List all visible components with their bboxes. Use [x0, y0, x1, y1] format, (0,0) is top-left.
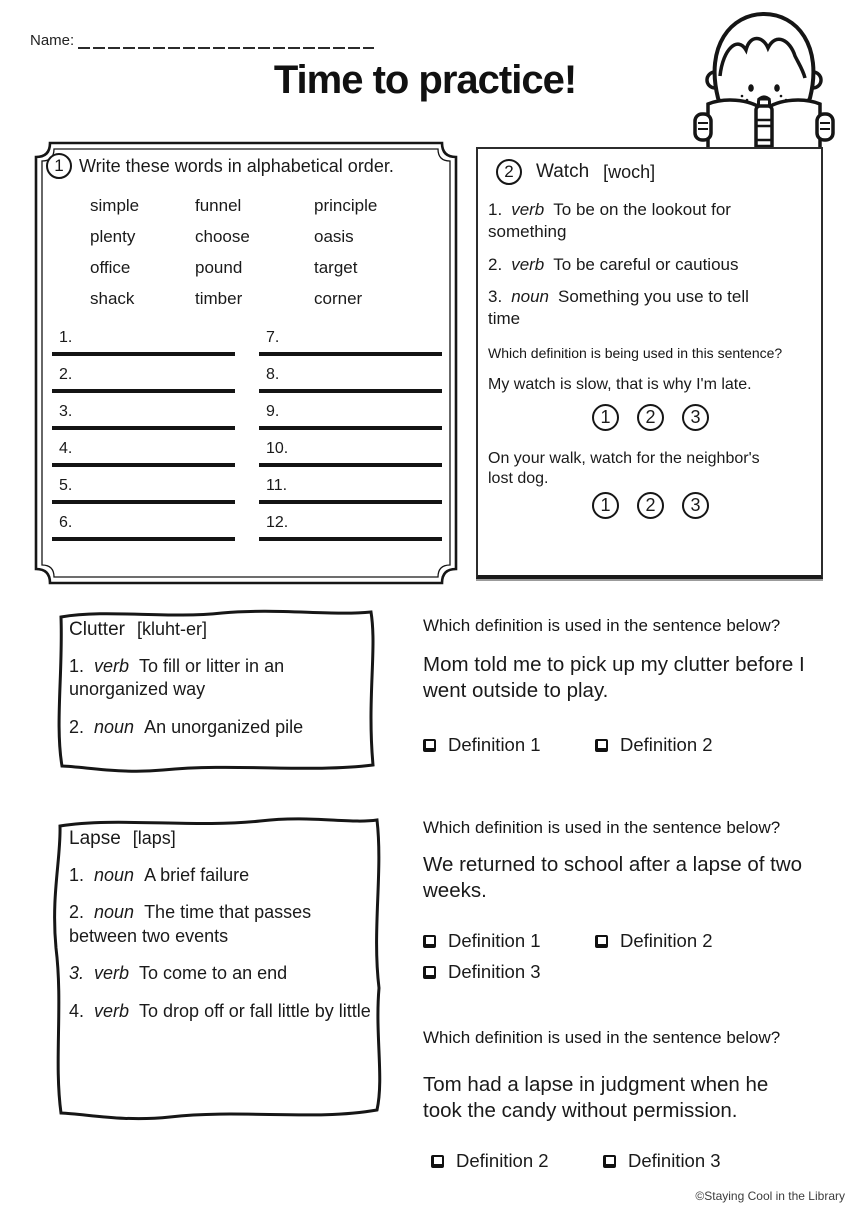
- blank-row: [259, 402, 442, 439]
- definition-item: [488, 286, 783, 330]
- child-reading-book-icon: [693, 6, 835, 164]
- definition-item: [488, 199, 783, 243]
- name-label: Name:: [30, 32, 75, 49]
- option-label: Definition 2: [620, 930, 713, 952]
- blank-column-right: [259, 328, 442, 550]
- blank-number: 5.: [59, 477, 73, 494]
- watch-header: [496, 159, 813, 185]
- option-definition-2: [595, 930, 713, 952]
- definition-number: 2.: [488, 254, 503, 274]
- part-of-speech: noun: [94, 716, 135, 737]
- sentence-text: Mom told me to pick up my clutter before I went outside to play.: [423, 653, 805, 703]
- clutter-definition-box: [47, 603, 379, 779]
- blank-row: [52, 513, 235, 550]
- blank-number: 9.: [266, 403, 280, 420]
- answer-line[interactable]: [52, 352, 235, 356]
- answer-line[interactable]: [52, 389, 235, 393]
- definition-number: 1.: [69, 656, 85, 676]
- question-text: Which definition is used in the sentence below?: [423, 616, 781, 635]
- blank-row: [259, 365, 442, 402]
- option-definition-1: [423, 734, 595, 756]
- answer-line[interactable]: [52, 426, 235, 430]
- option-label: Definition 1: [448, 734, 541, 756]
- part-of-speech: noun: [94, 902, 135, 923]
- blank-row: [52, 365, 235, 402]
- name-answer-line[interactable]: [78, 32, 374, 49]
- definition-text: The time that passes between two events: [69, 902, 312, 946]
- word-item: shack: [90, 289, 135, 308]
- blank-row: [52, 476, 235, 513]
- definition-text: An unorganized pile: [144, 716, 304, 737]
- word-item: plenty: [90, 227, 136, 246]
- word-item: timber: [195, 289, 243, 308]
- choice-circle-3[interactable]: 3: [682, 404, 709, 431]
- answer-line[interactable]: [259, 352, 442, 356]
- watch-pronunciation: [woch]: [603, 161, 656, 182]
- options-grid: [423, 930, 847, 983]
- part-of-speech: verb: [94, 656, 130, 676]
- definition-item: [69, 1000, 371, 1023]
- answer-line[interactable]: [259, 500, 442, 504]
- answer-line[interactable]: [52, 500, 235, 504]
- answer-line[interactable]: [259, 537, 442, 541]
- blank-number: 4.: [59, 440, 73, 457]
- choice-row-2: [488, 492, 813, 519]
- definition-number: 4.: [69, 1000, 85, 1021]
- section1-prompt: Write these words in alphabetical order.: [79, 155, 394, 176]
- definition-text: Something you use to tell time: [488, 287, 749, 328]
- part-of-speech: noun: [511, 287, 550, 307]
- definition-item: [69, 655, 363, 702]
- answer-line[interactable]: [259, 426, 442, 430]
- options-row: [423, 1150, 847, 1172]
- definition-number: 3.: [488, 287, 503, 307]
- blank-row: [259, 439, 442, 476]
- option-label: Definition 2: [620, 734, 713, 756]
- watch-word: Watch: [536, 161, 590, 182]
- lapse-header: [69, 828, 371, 850]
- checkbox[interactable]: [595, 935, 608, 948]
- word-item: funnel: [195, 196, 242, 215]
- blank-row: [259, 476, 442, 513]
- answer-blanks: [52, 328, 442, 550]
- option-definition-2: [431, 1150, 603, 1172]
- option-definition-3: [423, 961, 595, 983]
- definition-text: To be careful or cautious: [553, 254, 739, 274]
- definition-number: 2.: [69, 902, 85, 923]
- blank-number: 11.: [266, 477, 288, 494]
- checkbox[interactable]: [423, 935, 436, 948]
- blank-row: [259, 513, 442, 550]
- clutter-pronunciation: [kluht-er]: [136, 619, 207, 639]
- choice-circle-3[interactable]: 3: [682, 492, 709, 519]
- section-alphabetical-order: [33, 140, 459, 586]
- blank-number: 8.: [266, 366, 280, 383]
- option-label: Definition 3: [628, 1150, 721, 1172]
- part-of-speech: verb: [511, 254, 545, 274]
- word-item: principle: [314, 196, 378, 215]
- definition-text: To drop off or fall little by little: [139, 1000, 371, 1021]
- part-of-speech: noun: [94, 865, 135, 885]
- checkbox[interactable]: [595, 739, 608, 752]
- word-item: oasis: [314, 227, 354, 246]
- lapse-question-block-2: [423, 1028, 847, 1172]
- option-label: Definition 1: [448, 930, 541, 952]
- part-of-speech: verb: [94, 1000, 130, 1021]
- choice-circle-1[interactable]: 1: [592, 492, 619, 519]
- section-watch: [476, 147, 823, 579]
- copyright-credit: ©Staying Cool in the Library: [695, 1189, 845, 1203]
- option-label: Definition 2: [456, 1150, 549, 1172]
- answer-line[interactable]: [259, 463, 442, 467]
- page-title: Time to practice!: [273, 58, 577, 102]
- question-text: Which definition is used in the sentence below?: [423, 818, 781, 837]
- checkbox[interactable]: [431, 1155, 444, 1168]
- definition-item: [69, 962, 371, 985]
- watch-sentence-2: On your walk, watch for the neighbor's lost dog.: [488, 449, 760, 488]
- blank-row: [52, 439, 235, 476]
- answer-line[interactable]: [259, 389, 442, 393]
- clutter-header: [69, 619, 363, 641]
- option-definition-2: [595, 734, 713, 756]
- lapse-question-block-1: [423, 818, 847, 983]
- blank-number: 2.: [59, 366, 73, 383]
- checkbox[interactable]: [423, 739, 436, 752]
- definition-item: [69, 864, 371, 887]
- blank-row: [52, 402, 235, 439]
- definition-item: [488, 254, 813, 276]
- word-item: target: [314, 258, 358, 277]
- watch-question: Which definition is being used in this sentence?: [488, 344, 783, 361]
- sentence-text: Tom had a lapse in judgment when he took the candy without permission.: [423, 1073, 769, 1123]
- lapse-pronunciation: [laps]: [132, 828, 176, 848]
- choice-row-1: [488, 404, 813, 431]
- section1-number-badge: 1: [46, 153, 72, 179]
- blank-number: 7.: [266, 329, 280, 346]
- word-item: corner: [314, 289, 363, 308]
- part-of-speech: verb: [511, 200, 545, 219]
- option-definition-1: [423, 930, 595, 952]
- option-label: Definition 3: [448, 961, 541, 983]
- blank-column-left: [52, 328, 235, 550]
- blank-number: 3.: [59, 403, 73, 420]
- sentence-text: We returned to school after a lapse of two weeks.: [423, 853, 803, 903]
- name-row: [30, 32, 374, 49]
- blank-row: [259, 328, 442, 365]
- choice-circle-2[interactable]: 2: [637, 492, 664, 519]
- definition-item: [69, 716, 363, 739]
- clutter-question-block: [423, 616, 847, 756]
- answer-line[interactable]: [52, 537, 235, 541]
- lapse-word: Lapse: [69, 828, 121, 849]
- word-item: office: [90, 258, 131, 277]
- options-row: [423, 734, 847, 756]
- word-item: simple: [90, 196, 140, 215]
- watch-sentence-1: My watch is slow, that is why I'm late.: [488, 375, 752, 393]
- choice-circle-2[interactable]: 2: [637, 404, 664, 431]
- lapse-definition-box: [45, 810, 389, 1126]
- word-item: pound: [195, 258, 243, 277]
- choice-circle-1[interactable]: 1: [592, 404, 619, 431]
- definition-number: 2.: [69, 716, 85, 737]
- word-item: choose: [195, 227, 250, 246]
- blank-number: 6.: [59, 514, 73, 531]
- definition-item: [69, 901, 371, 948]
- blank-number: 10.: [266, 440, 289, 457]
- definition-text: To be on the lookout for something: [488, 200, 731, 241]
- word-bank: [90, 190, 449, 314]
- definition-number: 3.: [69, 963, 85, 984]
- part-of-speech: verb: [94, 963, 130, 984]
- definition-number: 1.: [488, 200, 503, 219]
- blank-row: [52, 328, 235, 365]
- blank-number: 12.: [266, 514, 289, 531]
- definition-text: To fill or litter in an unorganized way: [69, 656, 285, 700]
- option-definition-3: [603, 1150, 721, 1172]
- definition-number: 1.: [69, 865, 85, 885]
- question-text: Which definition is used in the sentence below?: [423, 1028, 781, 1047]
- blank-number: 1.: [59, 329, 73, 346]
- answer-line[interactable]: [52, 463, 235, 467]
- clutter-word: Clutter: [69, 619, 125, 640]
- definition-text: To come to an end: [139, 963, 288, 984]
- section1-header: [46, 153, 394, 179]
- checkbox[interactable]: [423, 966, 436, 979]
- section2-number-badge: 2: [496, 159, 522, 185]
- checkbox[interactable]: [603, 1155, 616, 1168]
- definition-text: A brief failure: [144, 865, 250, 885]
